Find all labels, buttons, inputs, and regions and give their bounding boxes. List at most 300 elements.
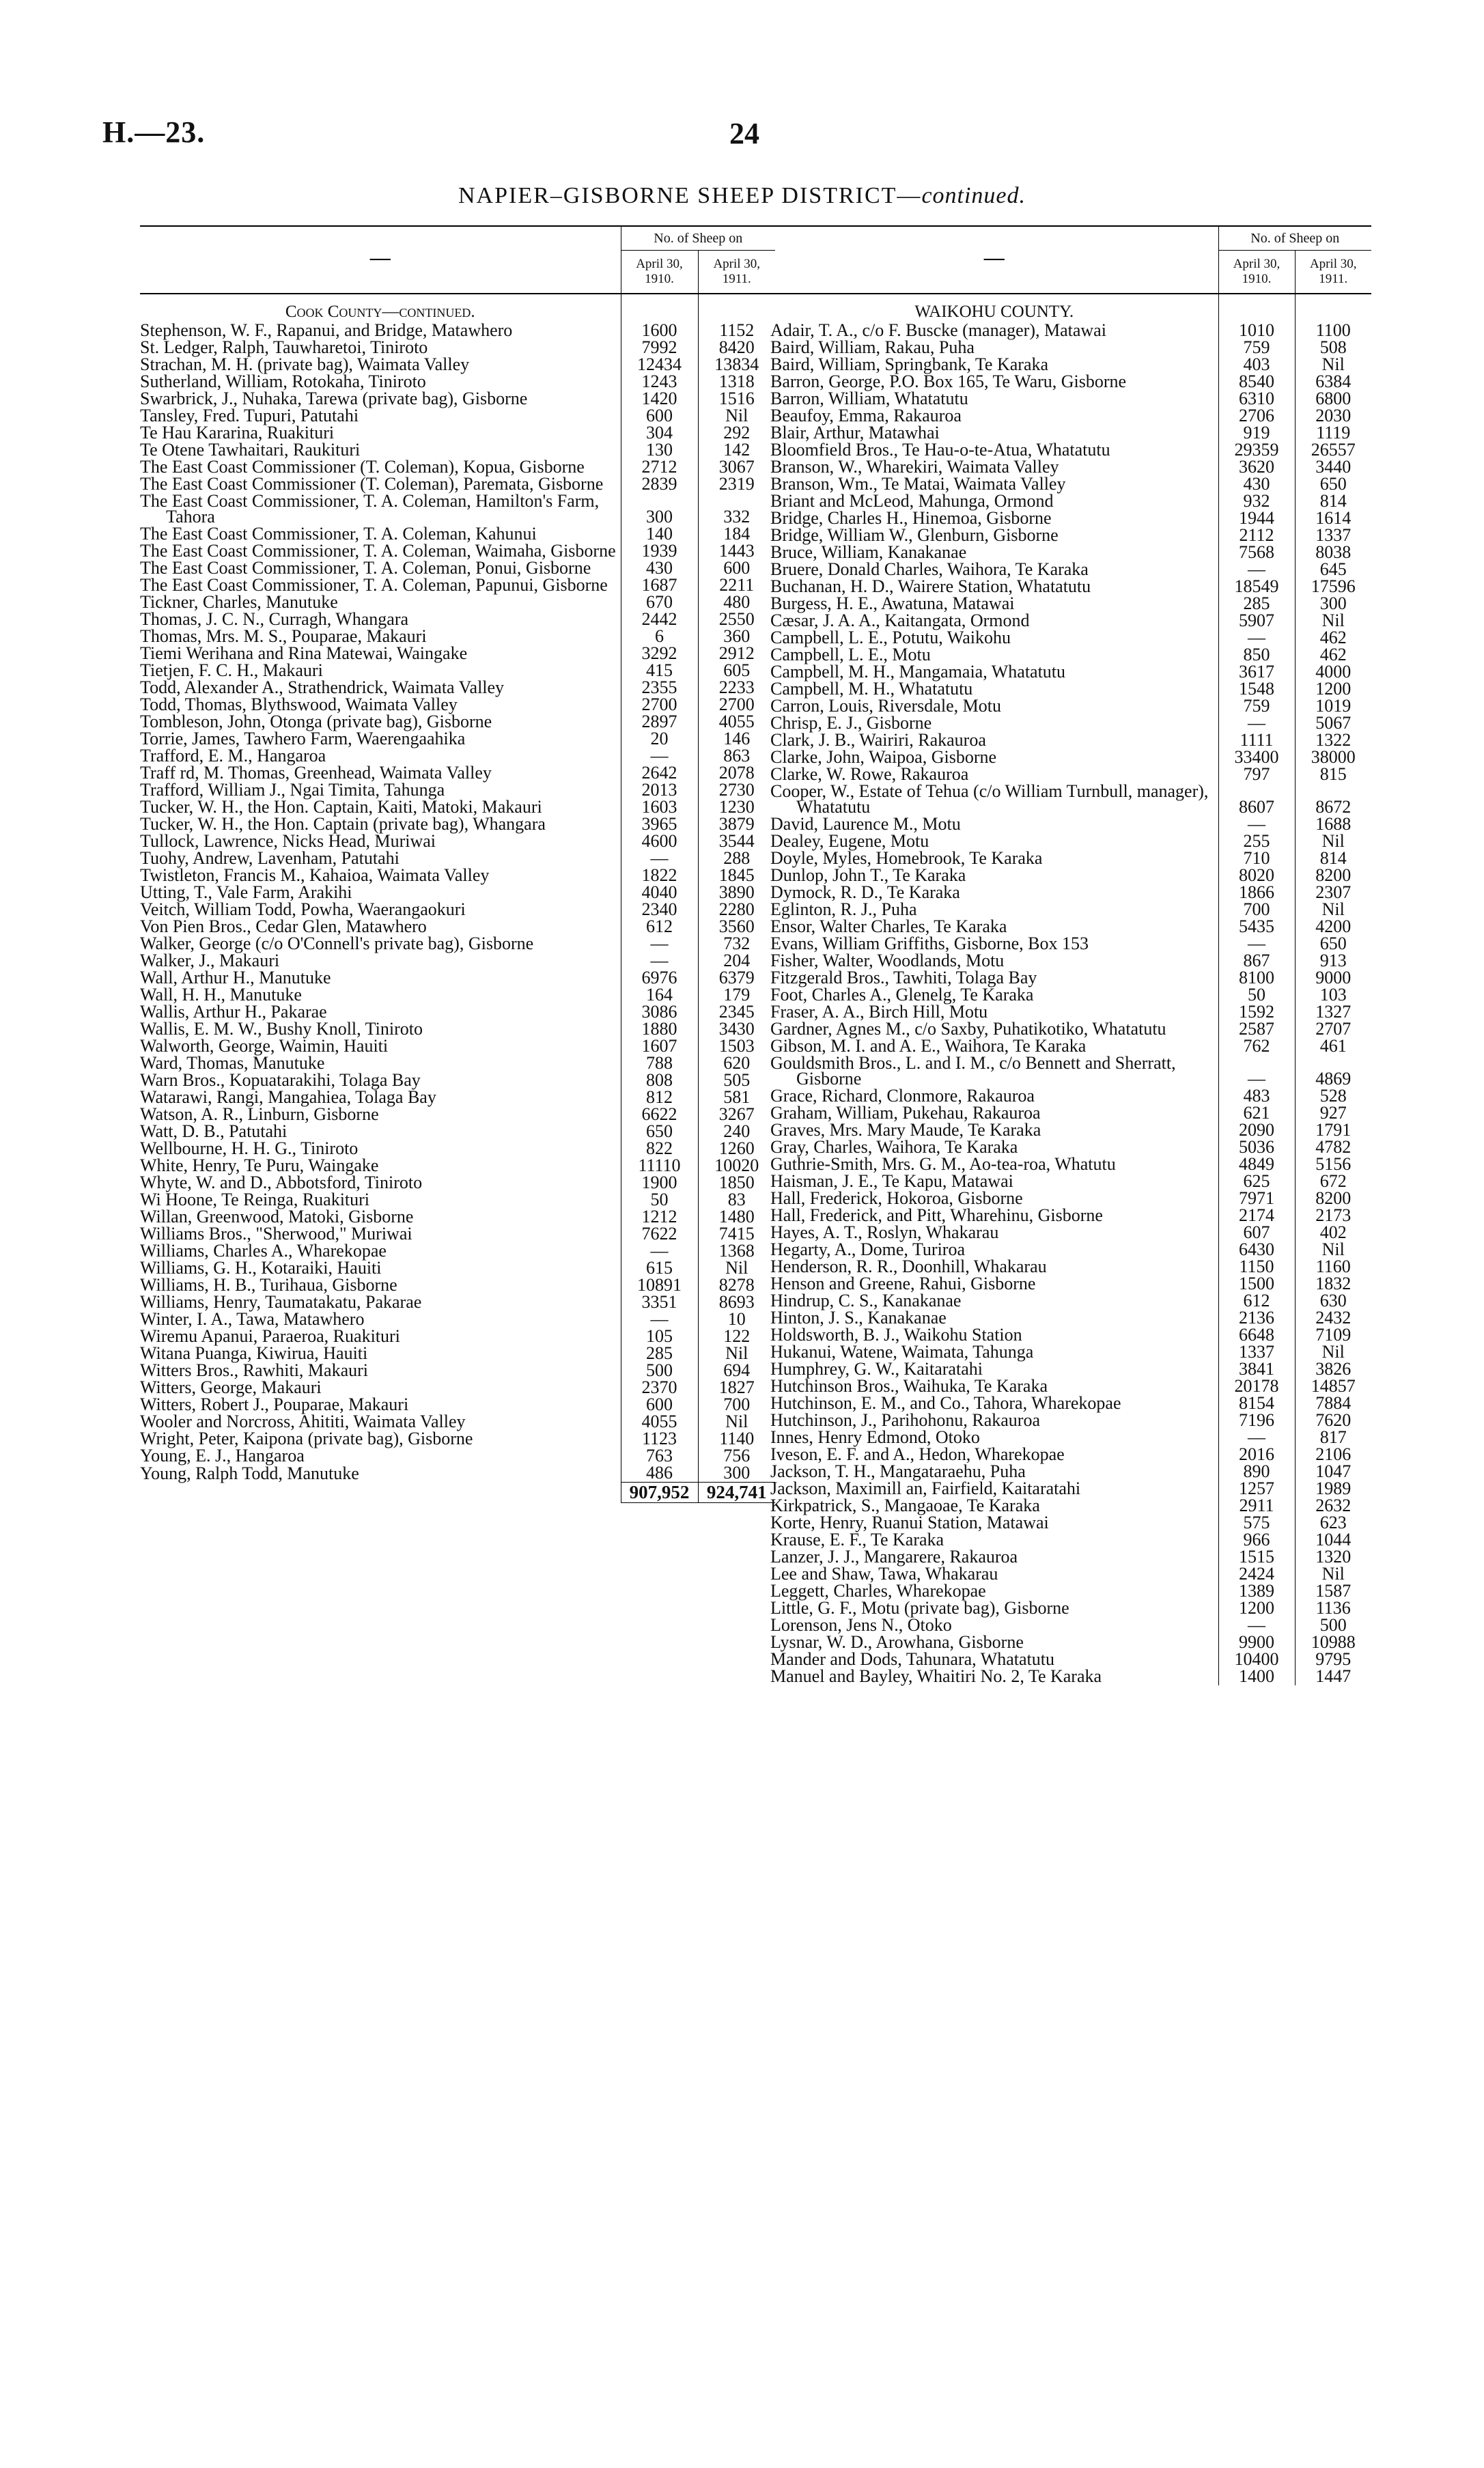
- owner-name-cell: Watarawi, Rangi, Mangahiea, Tolaga Bay: [140, 1087, 436, 1107]
- sheep-1911-cell: 1587: [1295, 1583, 1371, 1600]
- sheep-1910-cell: 4600: [621, 833, 698, 850]
- sheep-1910-cell: 788: [621, 1055, 698, 1072]
- sheep-1911-cell: Nil: [1295, 356, 1371, 374]
- sheep-1910-cell: 4849: [1218, 1156, 1295, 1173]
- owner-name-cell: Witters, George, Makauri: [140, 1377, 322, 1397]
- sheep-1911-cell: 650: [1295, 476, 1371, 493]
- sheep-1911-cell: 700: [698, 1397, 775, 1414]
- sheep-1910-cell: 10400: [1218, 1651, 1295, 1668]
- owner-name-cell: Dunlop, John T., Te Karaka: [770, 865, 966, 885]
- sheep-1911-cell: 1160: [1295, 1259, 1371, 1276]
- sheep-1910-cell: 1944: [1218, 510, 1295, 527]
- sheep-1911-cell: 2432: [1295, 1310, 1371, 1327]
- sheep-1910-cell: 1900: [621, 1175, 698, 1192]
- sheep-1910-cell: 6430: [1218, 1242, 1295, 1259]
- sheep-1910-cell: —: [1218, 1429, 1295, 1446]
- owner-name-cell: Baird, William, Springbank, Te Karaka: [770, 354, 1049, 374]
- sheep-1911-cell: 6800: [1295, 391, 1371, 408]
- sheep-1910-cell: 1150: [1218, 1259, 1295, 1276]
- owner-name-cell: Hindrup, C. S., Kanakanae: [770, 1291, 962, 1310]
- sheep-1910-cell: 285: [621, 1345, 698, 1362]
- owner-name-cell: Hayes, A. T., Roslyn, Whakarau: [770, 1222, 999, 1242]
- sheep-1911-cell: 1136: [1295, 1600, 1371, 1617]
- owner-name-cell: Williams Bros., "Sherwood," Muriwai: [140, 1224, 412, 1244]
- sheep-1910-cell: 7196: [1218, 1412, 1295, 1429]
- sheep-1910-cell: —: [1218, 1055, 1295, 1088]
- sheep-1910-cell: 105: [621, 1328, 698, 1345]
- sheep-1910-cell: 650: [621, 1123, 698, 1140]
- owner-name-cell: Dealey, Eugene, Motu: [770, 831, 929, 851]
- owner-name-cell: Grace, Richard, Clonmore, Rakauroa: [770, 1086, 1035, 1106]
- owner-name-cell: The East Coast Commissioner, T. A. Coleman, Kahunui: [140, 524, 537, 544]
- owner-name-cell: Eglinton, R. J., Puha: [770, 899, 917, 919]
- sheep-1911-cell: 83: [698, 1192, 775, 1209]
- sheep-1910-cell: 700: [1218, 901, 1295, 919]
- sheep-1910-cell: 1420: [621, 391, 698, 408]
- owner-name-cell: Williams, G. H., Kotaraiki, Hauiti: [140, 1258, 382, 1278]
- sheep-1911-cell: 2912: [698, 645, 775, 662]
- sheep-1910-cell: 1687: [621, 577, 698, 594]
- sheep-1911-cell: 500: [1295, 1617, 1371, 1634]
- sheep-1910-cell: 486: [621, 1465, 698, 1483]
- sheep-1911-cell: Nil: [698, 1414, 775, 1431]
- owner-name-cell: Wallis, Arthur H., Pakarae: [140, 1002, 327, 1022]
- sheep-1910-cell: 2839: [621, 476, 698, 493]
- sheep-1911-cell: 4000: [1295, 664, 1371, 681]
- sheep-1911-cell: 10020: [698, 1158, 775, 1175]
- owner-name-cell: Bloomfield Bros., Te Hau-o-te-Atua, Whatatutu: [770, 440, 1110, 460]
- sheep-1910-cell: —: [621, 850, 698, 867]
- owner-name-cell: Thomas, Mrs. M. S., Pouparae, Makauri: [140, 626, 427, 646]
- sheep-1911-cell: 1368: [698, 1243, 775, 1260]
- sheep-1910-cell: 919: [1218, 425, 1295, 442]
- sheep-1911-cell: 528: [1295, 1088, 1371, 1105]
- sheep-1911-cell: 2030: [1295, 408, 1371, 425]
- sheep-1911-cell: 3544: [698, 833, 775, 850]
- sheep-1911-cell: 2280: [698, 901, 775, 919]
- owner-name-cell: Tullock, Lawrence, Nicks Head, Muriwai: [140, 831, 436, 851]
- right-table-body: [770, 294, 1371, 1685]
- sheep-1911-cell: 863: [698, 748, 775, 765]
- table-row: [770, 783, 1371, 816]
- sheep-1911-cell: 9000: [1295, 970, 1371, 987]
- sheep-count-group-header: No. of Sheep on: [621, 226, 775, 251]
- sheep-1910-cell: 164: [621, 987, 698, 1004]
- sheep-1911-cell: 2730: [698, 782, 775, 799]
- sheep-1910-cell: 10891: [621, 1277, 698, 1294]
- owner-name-cell: Tucker, W. H., the Hon. Captain (private bag), Whangara: [140, 814, 546, 834]
- owner-name-cell: Witters Bros., Rawhiti, Makauri: [140, 1360, 369, 1380]
- sheep-1910-cell: 33400: [1218, 749, 1295, 766]
- sheep-1910-cell: 1603: [621, 799, 698, 816]
- sheep-1911-cell: 650: [1295, 936, 1371, 953]
- sheep-1911-cell: Nil: [698, 408, 775, 425]
- sheep-1910-cell: 11110: [621, 1158, 698, 1175]
- sheep-1911-cell: 7884: [1295, 1395, 1371, 1412]
- document-code: H.—23.: [102, 115, 206, 149]
- sheep-1910-cell: 670: [621, 594, 698, 611]
- sheep-1911-cell: 6379: [698, 970, 775, 987]
- owner-name-cell: Mander and Dods, Tahunara, Whatatutu: [770, 1649, 1054, 1669]
- owner-name-cell: Haisman, J. E., Te Kapu, Matawai: [770, 1171, 1013, 1191]
- owner-name-cell: Watson, A. R., Linburn, Gisborne: [140, 1104, 379, 1124]
- sheep-1910-cell: 8100: [1218, 970, 1295, 987]
- sheep-1911-cell: 7415: [698, 1226, 775, 1243]
- sheep-1910-cell: 6: [621, 628, 698, 645]
- sheep-1910-cell: 8540: [1218, 374, 1295, 391]
- sheep-1910-cell: 1600: [621, 322, 698, 339]
- owner-name-cell: Doyle, Myles, Homebrook, Te Karaka: [770, 848, 1043, 868]
- owner-name-cell: Hutchinson Bros., Waihuka, Te Karaka: [770, 1376, 1048, 1396]
- sheep-1911-cell: 184: [698, 526, 775, 543]
- sheep-1911-cell: 461: [1295, 1038, 1371, 1055]
- sheep-1911-cell: 7109: [1295, 1327, 1371, 1344]
- total-row: [140, 1483, 775, 1503]
- sheep-1911-cell: 402: [1295, 1224, 1371, 1242]
- sheep-1911-cell: 672: [1295, 1173, 1371, 1190]
- owner-name-cell: Tucker, W. H., the Hon. Captain, Kaiti, Matoki, Makauri: [140, 797, 542, 817]
- sheep-1911-cell: 3267: [698, 1106, 775, 1123]
- owner-name-cell: Barron, George, P.O. Box 165, Te Waru, Gisborne: [770, 371, 1127, 391]
- sheep-1911-cell: 927: [1295, 1105, 1371, 1122]
- owner-name-cell: Veitch, William Todd, Powha, Waerangaokuri: [140, 899, 466, 919]
- owner-name-cell: Campbell, L. E., Motu: [770, 645, 931, 664]
- sheep-1910-cell: 822: [621, 1140, 698, 1158]
- owner-name-cell: Adair, T. A., c/o F. Buscke (manager), Matawai: [770, 320, 1106, 340]
- sheep-1911-cell: 1832: [1295, 1276, 1371, 1293]
- owner-name-cell: Graham, William, Pukehau, Rakauroa: [770, 1103, 1041, 1123]
- owner-name-cell: Fraser, A. A., Birch Hill, Motu: [770, 1002, 988, 1022]
- owner-name-cell: Wooler and Norcross, Ahititi, Waimata Valley: [140, 1412, 466, 1431]
- sheep-1911-cell: 360: [698, 628, 775, 645]
- sheep-1910-cell: 2090: [1218, 1122, 1295, 1139]
- sheep-1910-cell: 1500: [1218, 1276, 1295, 1293]
- sheep-1911-cell: 10988: [1295, 1634, 1371, 1651]
- sheep-1910-cell: 2016: [1218, 1446, 1295, 1463]
- owner-name-cell: Traff rd, M. Thomas, Greenhead, Waimata Valley: [140, 763, 492, 783]
- sheep-1911-cell: 2345: [698, 1004, 775, 1021]
- owner-name-cell: Trafford, E. M., Hangaroa: [140, 746, 326, 766]
- sheep-1911-cell: Nil: [1295, 901, 1371, 919]
- owner-name-cell: Te Hau Kararina, Ruakituri: [140, 423, 335, 443]
- county-heading-row: [140, 294, 775, 322]
- col-1910-header: April 30, 1910.: [1218, 251, 1295, 294]
- sheep-1911-cell: 9795: [1295, 1651, 1371, 1668]
- sheep-1910-cell: 1111: [1218, 732, 1295, 749]
- sheep-1910-cell: 8154: [1218, 1395, 1295, 1412]
- sheep-1910-cell: 304: [621, 425, 698, 442]
- owner-name-cell: Tansley, Fred. Tupuri, Patutahi: [140, 406, 359, 425]
- owner-name-cell: Hinton, J. S., Kanakanae: [770, 1308, 947, 1328]
- sheep-1910-cell: 759: [1218, 339, 1295, 356]
- owner-name-cell: Bridge, William W., Glenburn, Gisborne: [770, 525, 1059, 545]
- owner-name-cell: Beaufoy, Emma, Rakauroa: [770, 406, 962, 425]
- sheep-1911-cell: 817: [1295, 1429, 1371, 1446]
- sheep-1910-cell: 1200: [1218, 1600, 1295, 1617]
- owner-name-cell: Hukanui, Watene, Waimata, Tahunga: [770, 1342, 1034, 1362]
- sheep-1911-cell: 1850: [698, 1175, 775, 1192]
- owner-name-cell: Walker, George (c/o O'Connell's private bag), Gisborne: [140, 934, 534, 953]
- sheep-1910-cell: 3620: [1218, 459, 1295, 476]
- sheep-1910-cell: 8020: [1218, 867, 1295, 884]
- owner-name-cell: Graves, Mrs. Mary Maude, Te Karaka: [770, 1120, 1041, 1140]
- owner-name-cell: Tombleson, John, Otonga (private bag), Gisborne: [140, 712, 492, 731]
- sheep-1911-cell: 2307: [1295, 884, 1371, 901]
- owner-name-cell: Lorenson, Jens N., Otoko: [770, 1615, 952, 1635]
- left-table-body: [140, 294, 775, 1483]
- owner-name-cell: Branson, Wm., Te Matai, Waimata Valley: [770, 474, 1066, 494]
- sheep-1910-cell: 20178: [1218, 1378, 1295, 1395]
- sheep-1910-cell: 6622: [621, 1106, 698, 1123]
- owner-name-cell: Wall, Arthur H., Manutuke: [140, 968, 331, 987]
- sheep-1911-cell: 1443: [698, 543, 775, 560]
- sheep-1911-cell: 7620: [1295, 1412, 1371, 1429]
- owner-name-cell: The East Coast Commissioner, T. A. Coleman, Hamilton's Farm, Tahora: [140, 491, 600, 527]
- sheep-1911-cell: 5067: [1295, 715, 1371, 732]
- sheep-1911-cell: 814: [1295, 850, 1371, 867]
- sheep-1910-cell: 300: [621, 493, 698, 526]
- sheep-1911-cell: 1791: [1295, 1122, 1371, 1139]
- sheep-1911-cell: 332: [698, 493, 775, 526]
- sheep-1910-cell: 797: [1218, 766, 1295, 783]
- sheep-1911-cell: 1447: [1295, 1668, 1371, 1685]
- owner-name-cell: Young, E. J., Hangaroa: [140, 1446, 305, 1466]
- sheep-1911-cell: 623: [1295, 1515, 1371, 1532]
- sheep-1911-cell: 600: [698, 560, 775, 577]
- owner-name-cell: Chrisp, E. J., Gisborne: [770, 713, 932, 733]
- sheep-1911-cell: 122: [698, 1328, 775, 1345]
- owner-name-cell: The East Coast Commissioner, T. A. Coleman, Waimaha, Gisborne: [140, 541, 616, 561]
- owner-name-cell: The East Coast Commissioner (T. Coleman), Kopua, Gisborne: [140, 457, 585, 477]
- owner-name-cell: Fisher, Walter, Woodlands, Motu: [770, 951, 1005, 970]
- sheep-1910-cell: 18549: [1218, 578, 1295, 595]
- owner-name-cell: Bruce, William, Kanakanae: [770, 542, 967, 562]
- sheep-1910-cell: 2370: [621, 1379, 698, 1397]
- owner-name-cell: Von Pien Bros., Cedar Glen, Matawhero: [140, 916, 427, 936]
- sheep-1911-cell: 300: [698, 1465, 775, 1483]
- right-table-header: [770, 226, 1371, 294]
- sheep-1910-cell: 621: [1218, 1105, 1295, 1122]
- sheep-1910-cell: 255: [1218, 833, 1295, 850]
- sheep-1911-cell: 1503: [698, 1038, 775, 1055]
- sheep-1910-cell: 12434: [621, 356, 698, 374]
- sheep-1911-cell: 732: [698, 936, 775, 953]
- owner-name-cell: Tickner, Charles, Manutuke: [140, 592, 338, 612]
- sheep-1911-cell: 2211: [698, 577, 775, 594]
- sheep-1911-cell: 8200: [1295, 867, 1371, 884]
- sheep-1910-cell: 7992: [621, 339, 698, 356]
- owner-name-cell: Bridge, Charles H., Hinemoa, Gisborne: [770, 508, 1052, 528]
- sheep-1911-cell: 1480: [698, 1209, 775, 1226]
- sheep-1911-cell: 1119: [1295, 425, 1371, 442]
- table-row: [770, 1668, 1371, 1685]
- owner-name-cell: Walker, J., Makauri: [140, 951, 280, 970]
- owner-name-cell: Stephenson, W. F., Rapanui, and Bridge, Matawhero: [140, 320, 513, 340]
- sheep-1910-cell: 1822: [621, 867, 698, 884]
- page-number: 24: [729, 117, 759, 150]
- sheep-1910-cell: —: [621, 1311, 698, 1328]
- sheep-1910-cell: 2706: [1218, 408, 1295, 425]
- sheep-1911-cell: 204: [698, 953, 775, 970]
- owner-name-cell: Hutchinson, J., Parihohonu, Rakauroa: [770, 1410, 1041, 1430]
- sheep-1911-cell: 2550: [698, 611, 775, 628]
- sheep-1911-cell: 1100: [1295, 322, 1371, 339]
- owner-name-cell: Clarke, W. Rowe, Rakauroa: [770, 764, 969, 784]
- sheep-1910-cell: 612: [621, 919, 698, 936]
- owner-name-cell: Campbell, M. H., Whatatutu: [770, 679, 973, 699]
- sheep-1910-cell: 7971: [1218, 1190, 1295, 1207]
- owner-name-cell: Hall, Frederick, Hokoroa, Gisborne: [770, 1188, 1023, 1208]
- sheep-1910-cell: 2340: [621, 901, 698, 919]
- sheep-1910-cell: 966: [1218, 1532, 1295, 1549]
- sheep-1911-cell: 913: [1295, 953, 1371, 970]
- owner-name-cell: Foot, Charles A., Glenelg, Te Karaka: [770, 985, 1034, 1005]
- right-table: [770, 225, 1371, 1685]
- sheep-1911-cell: 1200: [1295, 681, 1371, 698]
- owner-name-cell: Briant and McLeod, Mahunga, Ormond: [770, 491, 1054, 511]
- sheep-1911-cell: 4200: [1295, 919, 1371, 936]
- owner-name-cell: Ward, Thomas, Manutuke: [140, 1053, 325, 1073]
- sheep-1910-cell: 5907: [1218, 613, 1295, 630]
- sheep-1911-cell: 1260: [698, 1140, 775, 1158]
- sheep-1911-cell: 240: [698, 1123, 775, 1140]
- sheep-1910-cell: 607: [1218, 1224, 1295, 1242]
- sheep-1911-cell: 1989: [1295, 1481, 1371, 1498]
- sheep-1911-cell: 2173: [1295, 1207, 1371, 1224]
- owner-name-cell: Thomas, J. C. N., Curragh, Whangara: [140, 609, 409, 629]
- sheep-1911-cell: 1516: [698, 391, 775, 408]
- sheep-1911-cell: 462: [1295, 647, 1371, 664]
- sheep-1910-cell: 2442: [621, 611, 698, 628]
- sheep-1910-cell: 2897: [621, 714, 698, 731]
- owner-name-cell: Campbell, L. E., Potutu, Waikohu: [770, 628, 1011, 647]
- sheep-1910-cell: 4055: [621, 1414, 698, 1431]
- owner-name-cell: Sutherland, William, Rotokaha, Tiniroto: [140, 371, 426, 391]
- sheep-1910-cell: 7568: [1218, 544, 1295, 561]
- sheep-1910-cell: 1123: [621, 1431, 698, 1448]
- sheep-1910-cell: 1607: [621, 1038, 698, 1055]
- sheep-1910-cell: 140: [621, 526, 698, 543]
- col-1911-header: April 30, 1911.: [1295, 251, 1371, 294]
- sheep-1910-cell: 2424: [1218, 1566, 1295, 1583]
- sheep-1910-cell: 430: [621, 560, 698, 577]
- sheep-1910-cell: 9900: [1218, 1634, 1295, 1651]
- sheep-1911-cell: Nil: [1295, 833, 1371, 850]
- sheep-1910-cell: 2911: [1218, 1498, 1295, 1515]
- sheep-1911-cell: 1019: [1295, 698, 1371, 715]
- sheep-1911-cell: 288: [698, 850, 775, 867]
- sheep-1910-cell: 2136: [1218, 1310, 1295, 1327]
- owner-name-cell: The East Coast Commissioner (T. Coleman), Paremata, Gisborne: [140, 474, 604, 494]
- sheep-1911-cell: 2700: [698, 697, 775, 714]
- county-heading: WAIKOHU COUNTY.: [914, 303, 1074, 321]
- left-table-header: [140, 226, 775, 294]
- owner-name-cell: Henson and Greene, Rahui, Gisborne: [770, 1274, 1036, 1293]
- sheep-1910-cell: 2174: [1218, 1207, 1295, 1224]
- owner-name-cell: Krause, E. F., Te Karaka: [770, 1530, 944, 1549]
- sheep-1911-cell: 3879: [698, 816, 775, 833]
- sheep-1911-cell: 508: [1295, 339, 1371, 356]
- sheep-1911-cell: 179: [698, 987, 775, 1004]
- owner-name-cell: Williams, Henry, Taumatakatu, Pakarae: [140, 1292, 422, 1312]
- sheep-1910-cell: 50: [621, 1192, 698, 1209]
- owner-name-cell: Cæsar, J. A. A., Kaitangata, Ormond: [770, 611, 1030, 630]
- table-row: [140, 493, 775, 526]
- owner-name-cell: Twistleton, Francis M., Kahaioa, Waimata Valley: [140, 865, 490, 885]
- col-1910-header: April 30, 1910.: [621, 251, 698, 294]
- sheep-1911-cell: 694: [698, 1362, 775, 1379]
- sheep-1910-cell: 1243: [621, 374, 698, 391]
- sheep-1911-cell: 26557: [1295, 442, 1371, 459]
- owner-name-cell: Guthrie-Smith, Mrs. G. M., Ao-tea-roa, Whatutu: [770, 1154, 1116, 1174]
- owner-name-cell: Barron, William, Whatatutu: [770, 389, 968, 408]
- sheep-1910-cell: 625: [1218, 1173, 1295, 1190]
- owner-name-cell: Henderson, R. R., Doonhill, Whakarau: [770, 1257, 1047, 1276]
- sheep-1911-cell: 4055: [698, 714, 775, 731]
- owner-name-cell: Williams, H. B., Turihaua, Gisborne: [140, 1275, 397, 1295]
- total-1911: 924,741: [698, 1483, 775, 1503]
- sheep-1911-cell: Nil: [1295, 613, 1371, 630]
- owner-name-cell: Wellbourne, H. H. G., Tiniroto: [140, 1138, 359, 1158]
- owner-name-cell: David, Laurence M., Motu: [770, 814, 961, 834]
- sheep-1910-cell: 1212: [621, 1209, 698, 1226]
- sheep-1910-cell: 890: [1218, 1463, 1295, 1481]
- sheep-1910-cell: 2700: [621, 697, 698, 714]
- sheep-1911-cell: 620: [698, 1055, 775, 1072]
- owner-name-cell: Wallis, E. M. W., Bushy Knoll, Tiniroto: [140, 1019, 423, 1039]
- name-column-header: —: [140, 226, 621, 294]
- owner-name-cell: Willan, Greenwood, Matoki, Gisborne: [140, 1207, 414, 1226]
- sheep-1911-cell: 1047: [1295, 1463, 1371, 1481]
- sheep-1911-cell: 142: [698, 442, 775, 459]
- sheep-1910-cell: 4040: [621, 884, 698, 901]
- sheep-1911-cell: 1322: [1295, 732, 1371, 749]
- sheep-1910-cell: 2642: [621, 765, 698, 782]
- owner-name-cell: Todd, Thomas, Blythswood, Waimata Valley: [140, 695, 458, 714]
- table-row: [140, 1465, 775, 1483]
- owner-name-cell: Kirkpatrick, S., Mangaoae, Te Karaka: [770, 1496, 1040, 1515]
- sheep-1910-cell: 2712: [621, 459, 698, 476]
- sheep-1911-cell: 3890: [698, 884, 775, 901]
- sheep-1910-cell: —: [621, 748, 698, 765]
- owner-name-cell: Iveson, E. F. and A., Hedon, Wharekopae: [770, 1444, 1065, 1464]
- owner-name-cell: Burgess, H. E., Awatuna, Matawai: [770, 593, 1015, 613]
- sheep-1911-cell: 814: [1295, 493, 1371, 510]
- sheep-1910-cell: 867: [1218, 953, 1295, 970]
- owner-name-cell: Swarbrick, J., Nuhaka, Tarewa (private bag), Gisborne: [140, 389, 528, 408]
- sheep-1910-cell: 600: [621, 1397, 698, 1414]
- owner-name-cell: Ensor, Walter Charles, Te Karaka: [770, 916, 1007, 936]
- sheep-1910-cell: 430: [1218, 476, 1295, 493]
- sheep-1910-cell: 3965: [621, 816, 698, 833]
- owner-name-cell: Jackson, T. H., Mangataraehu, Puha: [770, 1461, 1026, 1481]
- sheep-1911-cell: 1327: [1295, 1004, 1371, 1021]
- owner-name-cell: Clark, J. B., Wairiri, Rakauroa: [770, 730, 986, 750]
- owner-name-cell: Torrie, James, Tawhero Farm, Waerengaahika: [140, 729, 466, 748]
- left-table: [140, 225, 775, 1503]
- owner-name-cell: Wi Hoone, Te Reinga, Ruakituri: [140, 1190, 370, 1209]
- owner-name-cell: Branson, W., Wharekiri, Waimata Valley: [770, 457, 1059, 477]
- owner-name-cell: Blair, Arthur, Matawhai: [770, 423, 940, 443]
- sheep-1911-cell: 630: [1295, 1293, 1371, 1310]
- owner-name-cell: Lysnar, W. D., Arowhana, Gisborne: [770, 1632, 1024, 1652]
- sheep-1910-cell: 1939: [621, 543, 698, 560]
- sheep-1910-cell: —: [621, 1243, 698, 1260]
- owner-name-cell: Utting, T., Vale Farm, Arakihi: [140, 882, 352, 902]
- sheep-1911-cell: 38000: [1295, 749, 1371, 766]
- owner-name-cell: Te Otene Tawhaitari, Raukituri: [140, 440, 361, 460]
- sheep-1910-cell: 615: [621, 1260, 698, 1277]
